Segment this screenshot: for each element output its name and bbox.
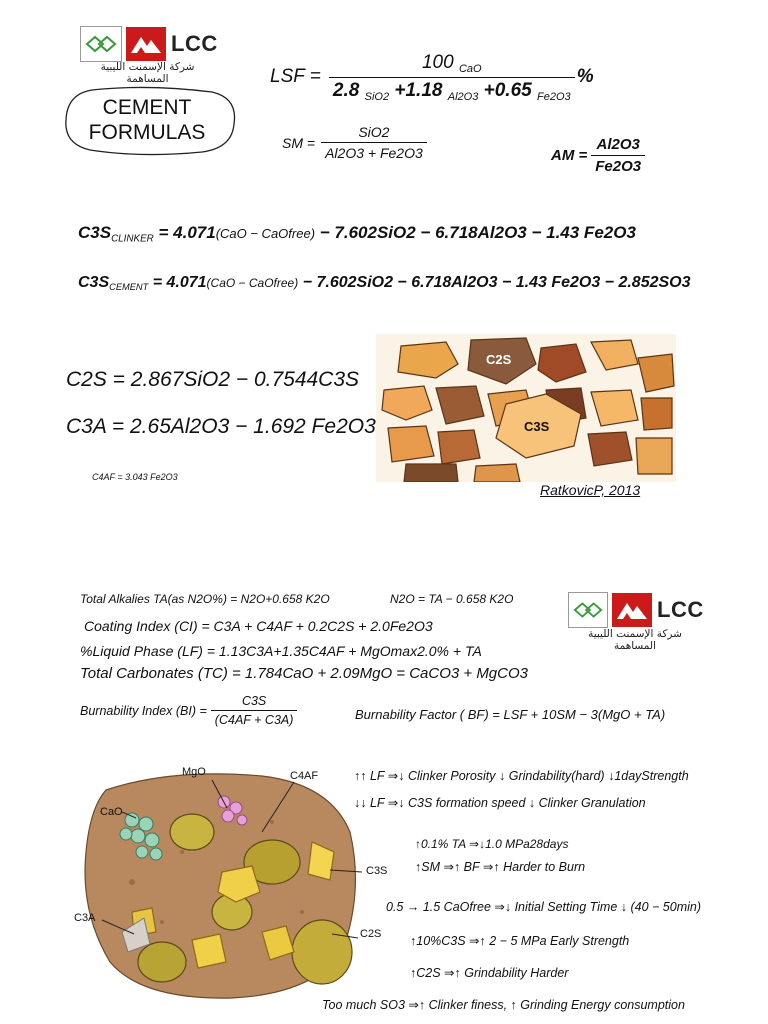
sm-denominator: Al2O3 + Fe2O3 [321,142,427,161]
lsf-formula [270,52,594,103]
coating-index-formula: Coating Index (CI) = C3A + C4AF + 0.2C2S + 2.0Fe2O3 [84,618,433,634]
note-cao-free: 0.5 → 1.5 CaOfree ⇒↓ Initial Setting Time ↓ (40 − 50min) [386,900,702,914]
lsf-den-2-sub: Al2O3 [447,90,479,103]
note-so3: Too much SO3 ⇒↑ Clinker finess, ↑ Grinding Energy consumption [322,998,685,1012]
page-title-line2: FORMULAS [88,121,206,144]
logo-arabic-text-2: شركة الإسمنت الليبية المساهمة [588,628,682,652]
note-sm-bf: ↑SM ⇒↑ BF ⇒↑ Harder to Burn [415,860,586,874]
c3s-cement-coef: = 4.071 [152,274,207,291]
bi-lhs: Burnability Index (BI) = [80,703,207,718]
photo2-label-mgo: MgO [182,766,206,778]
photo1-label-c3s: C3S [524,419,550,434]
note-c3s-strength: ↑10%C3S ⇒↑ 2 − 5 MPa Early Strength [410,934,630,948]
photo2-label-cao: CaO [100,806,123,818]
logo-brand-text: LCC [171,31,218,56]
sm-lhs: SM = [282,134,316,151]
c3s-cement-paren: (CaO − CaOfree) [206,276,299,290]
lsf-den-1: 2.8 [332,79,360,101]
c3s-clinker-coef: = 4.071 [158,223,216,242]
c3a-formula: C3A = 2.65Al2O3 − 1.692 Fe2O3 [66,415,376,438]
am-denominator: Fe2O3 [591,155,645,175]
lsf-den-1-sub: SiO2 [364,90,390,103]
green-emblem-icon-2 [568,592,608,628]
title-bubble [62,86,237,156]
lsf-numerator: 100 [421,52,454,73]
logo-arabic-text: شركة الإسمنت الليبية المساهمة [100,61,195,85]
sm-numerator: SiO2 [358,124,390,140]
red-emblem-icon [126,27,166,61]
total-alkalies-formula: Total Alkalies TA(as N2O%) = N2O+0.658 K2O [80,592,330,606]
page-title-line1: CEMENT [102,96,192,119]
burnability-index-formula [80,694,297,727]
c3s-clinker-lhs: C3S [78,223,112,242]
note-c2s-grindability: ↑C2S ⇒↑ Grindability Harder [410,966,569,980]
n2o-formula: N2O = TA − 0.658 K2O [390,592,514,606]
liquid-phase-formula: %Liquid Phase (LF) = 1.13C3A+1.35C4AF + MgOmax2.0% + TA [80,643,482,659]
red-emblem-icon-2 [612,593,652,627]
photo2-label-c3a: C3A [74,912,96,924]
c2s-formula: C2S = 2.867SiO2 − 0.7544C3S [66,368,360,391]
photo2-label-c4af: C4AF [290,770,319,782]
c4af-formula: C4AF = 3.043 Fe2O3 [92,472,178,482]
am-formula [551,136,645,175]
note-high-lf: ↑↑ LF ⇒↓ Clinker Porosity ↓ Grindability(hard) ↓1dayStrength [354,769,689,783]
lsf-percent: % [576,66,594,88]
company-logo-bottom [568,592,704,628]
c3s-clinker-paren: (CaO − CaOfree) [215,226,316,241]
green-emblem-icon [80,26,122,62]
am-lhs: AM = [551,147,588,164]
photo1-label-c2s: C2S [486,352,512,367]
photo2-label-c3s: C3S [366,865,388,877]
c3s-cement-rest: − 7.602SiO2 − 6.718Al2O3 − 1.43 Fe2O3 − 2.852SO3 [302,274,691,291]
c3s-cement-formula [78,274,691,292]
note-ta-strength: ↑0.1% TA ⇒↓1.0 MPa28days [415,837,569,851]
c3s-cement-sub: CEMENT [109,282,149,293]
lsf-num-sub: CaO [458,62,482,75]
clinker-crystals-photo [376,334,676,482]
total-carbonates-formula: Total Carbonates (TC) = 1.784CaO + 2.09MgO = CaCO3 + MgCO3 [80,665,528,682]
lsf-den-3: +0.65 [483,79,532,101]
bi-numerator: C3S [241,694,267,708]
clinker-section-photo [72,762,392,1002]
am-numerator: Al2O3 [596,136,640,153]
lsf-den-3-sub: Fe2O3 [537,90,571,103]
bi-denominator: (C4AF + C3A) [211,710,298,727]
lsf-lhs: LSF = [270,66,321,88]
burnability-factor-formula: Burnability Factor ( BF) = LSF + 10SM − 3(MgO + TA) [355,707,666,722]
c3s-clinker-sub: CLINKER [111,233,154,245]
c3s-clinker-formula [78,223,636,244]
sm-formula [282,124,427,161]
company-logo-top [80,26,218,62]
lsf-den-2: +1.18 [394,79,443,101]
c3s-clinker-rest: − 7.602SiO2 − 6.718Al2O3 − 1.43 Fe2O3 [319,223,636,242]
logo-brand-text-2: LCC [657,597,704,622]
photo2-label-c2s: C2S [360,928,382,940]
note-low-lf: ↓↓ LF ⇒↓ C3S formation speed ↓ Clinker Granulation [354,796,646,810]
c3s-cement-lhs: C3S [78,274,110,291]
photo1-credit: RatkovicP, 2013 [540,482,641,498]
